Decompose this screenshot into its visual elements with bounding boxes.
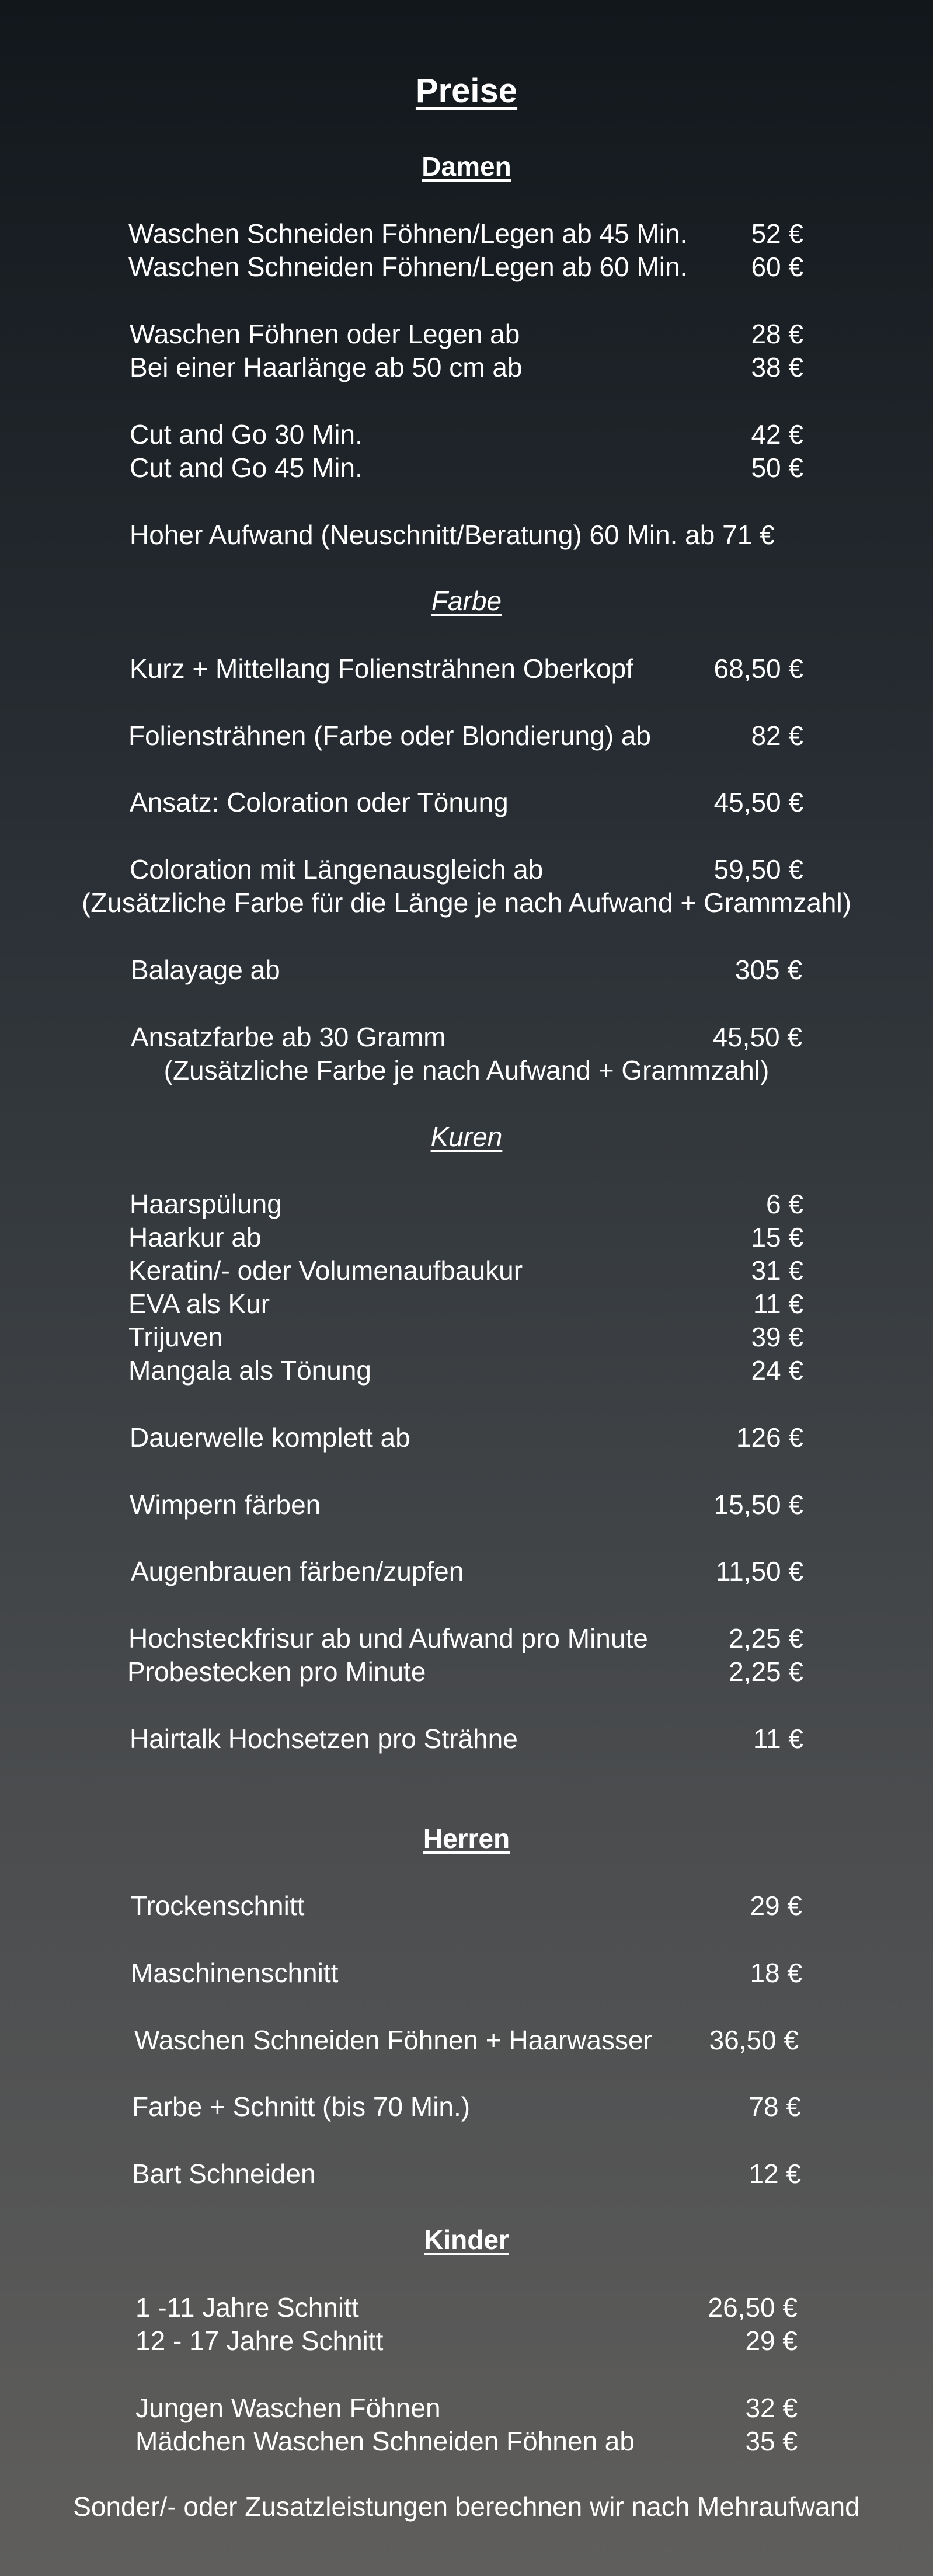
price-label: Farbe + Schnitt (bis 70 Min.)	[132, 2091, 471, 2122]
price-label: Waschen Föhnen oder Legen ab	[130, 319, 520, 349]
price-label: Coloration mit Längenausgleich ab	[130, 854, 544, 885]
price-value: 29 €	[750, 1891, 802, 1921]
price-value: 45,50 €	[712, 1022, 802, 1052]
price-label: Bart Schneiden	[132, 2159, 316, 2189]
price-label: Probestecken pro Minute	[127, 1656, 426, 1687]
price-value: 68,50 €	[713, 653, 803, 684]
page-title: Preise	[415, 72, 518, 110]
price-value: 35 €	[745, 2426, 798, 2456]
price-label: Balayage ab	[131, 955, 280, 985]
price-value: 15,50 €	[713, 1489, 803, 1520]
price-value: 59,50 €	[713, 854, 803, 885]
price-label: Haarkur ab	[128, 1222, 262, 1252]
price-label: Trijuven	[128, 1322, 223, 1352]
price-note: (Zusätzliche Farbe für die Länge je nach Aufwand + Grammzahl)	[81, 887, 852, 918]
price-value: 38 €	[751, 352, 803, 382]
price-label: Ansatzfarbe ab 30 Gramm	[131, 1022, 446, 1052]
price-label: Wimpern färben	[130, 1489, 321, 1520]
price-label: 1 -11 Jahre Schnitt	[135, 2292, 359, 2323]
price-label: Foliensträhnen (Farbe oder Blondierung) ab	[128, 720, 651, 751]
price-value: 6 €	[766, 1189, 803, 1219]
price-value: 24 €	[751, 1355, 803, 1386]
price-value: 32 €	[745, 2393, 798, 2423]
price-note: (Zusätzliche Farbe je nach Aufwand + Grammzahl)	[163, 1055, 770, 1085]
price-value: 11 €	[753, 1724, 803, 1754]
price-value: 18 €	[750, 1958, 802, 1988]
price-value: 126 €	[736, 1422, 803, 1453]
footer-note: Sonder/- oder Zusatzleistungen berechnen wir nach Mehraufwand	[73, 2491, 860, 2522]
price-value: 60 €	[751, 252, 803, 282]
price-label: Bei einer Haarlänge ab 50 cm ab	[130, 352, 523, 382]
price-label: Dauerwelle komplett ab	[130, 1422, 410, 1453]
price-label: Ansatz: Coloration oder Tönung	[130, 787, 509, 817]
price-label: Waschen Schneiden Föhnen + Haarwasser	[134, 2025, 652, 2055]
price-value: 50 €	[751, 452, 803, 483]
price-value: 15 €	[751, 1222, 803, 1252]
price-value: 2,25 €	[729, 1656, 803, 1687]
price-label: Maschinenschnitt	[131, 1958, 339, 1988]
price-label: Cut and Go 30 Min.	[130, 419, 363, 450]
price-label: Keratin/- oder Volumenaufbaukur	[128, 1255, 523, 1286]
price-label: Waschen Schneiden Föhnen/Legen ab 60 Min.	[128, 252, 688, 282]
price-label: Augenbrauen färben/zupfen	[131, 1556, 464, 1586]
section-heading-kinder: Kinder	[424, 2225, 509, 2255]
price-label: Waschen Schneiden Föhnen/Legen ab 45 Min.	[128, 218, 688, 249]
price-label: Haarspülung	[130, 1189, 282, 1219]
price-value: 11 €	[753, 1289, 803, 1319]
price-value: 39 €	[751, 1322, 803, 1352]
section-heading-farbe: Farbe	[431, 586, 502, 616]
price-value: 78 €	[749, 2091, 801, 2122]
price-value: 52 €	[751, 218, 803, 249]
section-heading-damen: Damen	[422, 151, 511, 182]
price-label: Mädchen Waschen Schneiden Föhnen ab	[135, 2426, 635, 2456]
price-label: EVA als Kur	[128, 1289, 270, 1319]
price-label: Mangala als Tönung	[128, 1355, 371, 1386]
section-heading-kuren: Kuren	[430, 1122, 503, 1152]
price-value: 11,50 €	[715, 1556, 803, 1586]
price-value: 12 €	[749, 2159, 801, 2189]
price-label: 12 - 17 Jahre Schnitt	[135, 2326, 384, 2356]
price-label: Trockenschnitt	[131, 1891, 305, 1921]
price-value: 28 €	[751, 319, 803, 349]
price-label: Jungen Waschen Föhnen	[135, 2393, 441, 2423]
price-value: 82 €	[751, 720, 803, 751]
price-label: Kurz + Mittellang Foliensträhnen Oberkopf	[130, 653, 633, 684]
price-value: 36,50 €	[709, 2025, 799, 2055]
price-value: 31 €	[751, 1255, 803, 1286]
section-heading-herren: Herren	[423, 1823, 510, 1854]
price-value: 29 €	[745, 2326, 798, 2356]
price-label: Hairtalk Hochsetzen pro Strähne	[130, 1724, 518, 1754]
price-value: 42 €	[751, 419, 803, 450]
price-label: Hoher Aufwand (Neuschnitt/Beratung) 60 Min. ab 71 €	[130, 520, 775, 550]
price-value: 305 €	[734, 955, 802, 985]
price-label: Hochsteckfrisur ab und Aufwand pro Minute	[128, 1623, 648, 1653]
price-label: Cut and Go 45 Min.	[130, 452, 363, 483]
price-value: 2,25 €	[729, 1623, 803, 1653]
price-value: 45,50 €	[713, 787, 803, 817]
price-value: 26,50 €	[708, 2292, 798, 2323]
